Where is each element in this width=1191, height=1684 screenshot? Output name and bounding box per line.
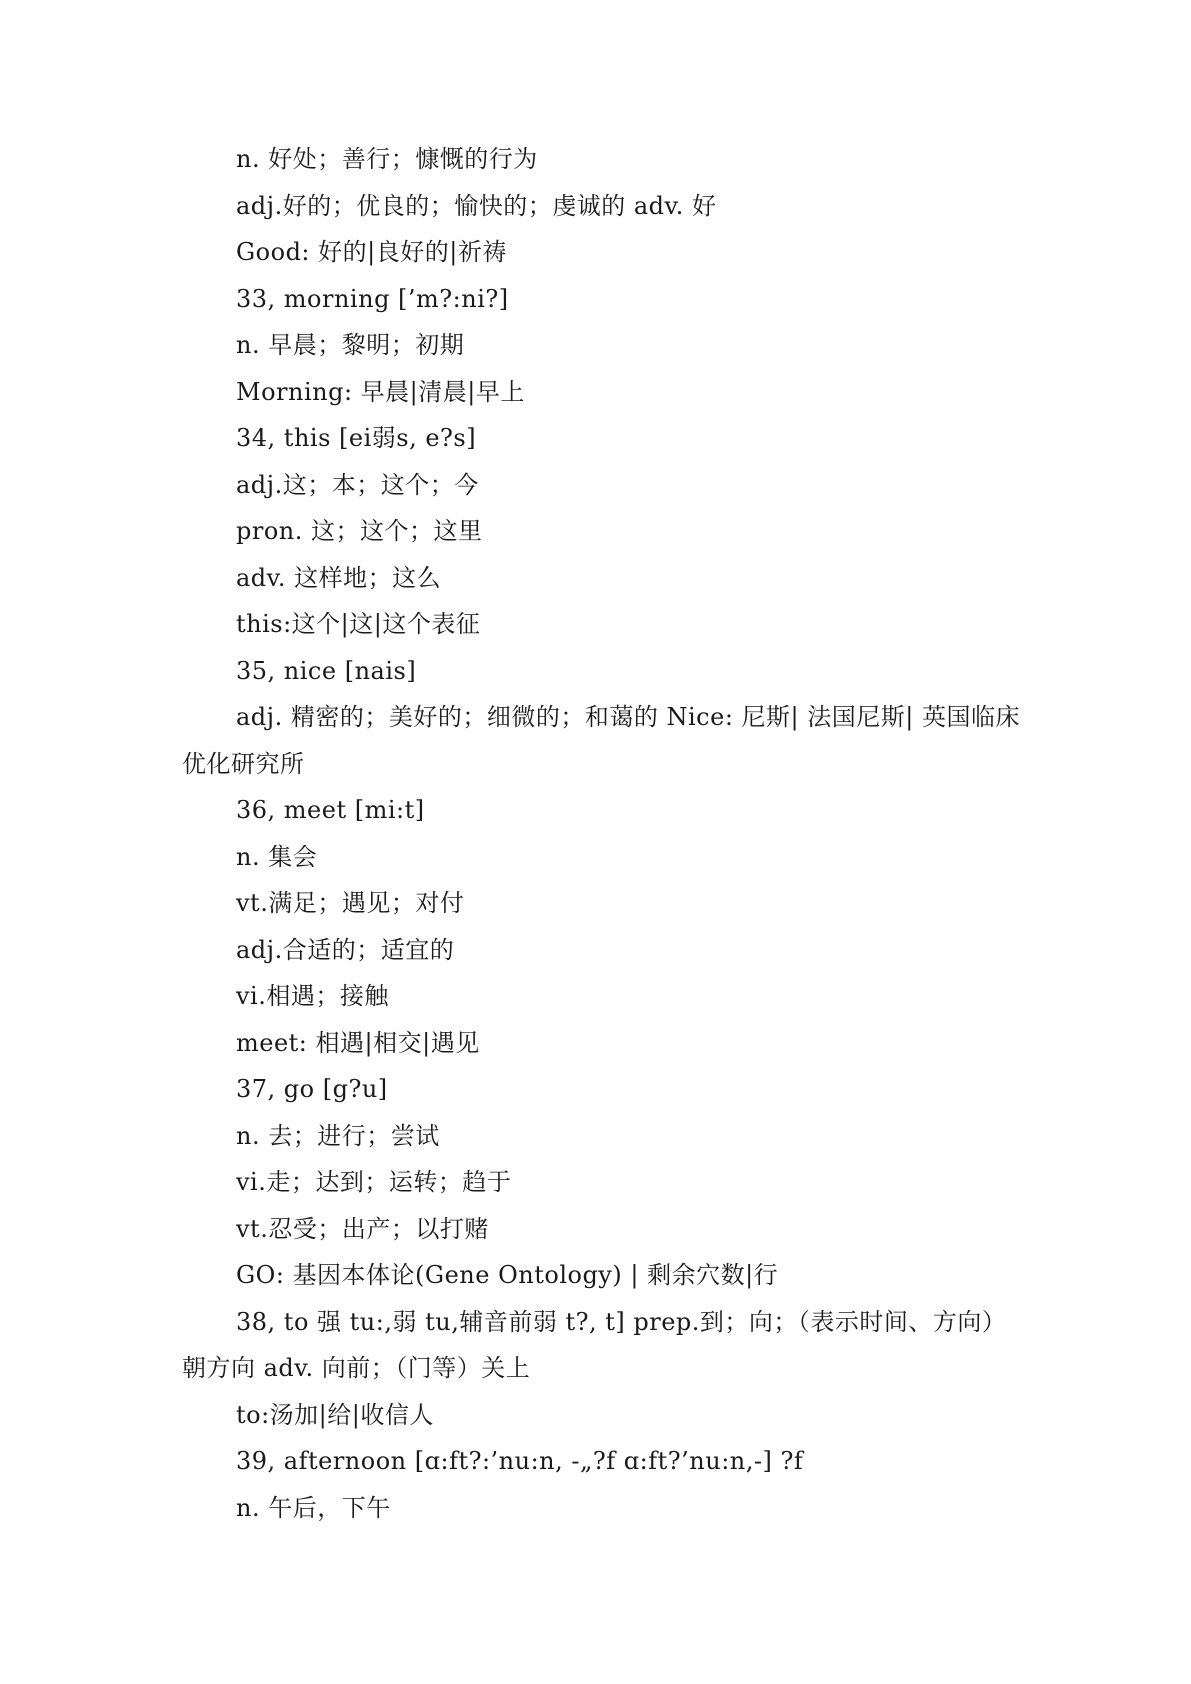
text-line: adj.这；本；这个；今	[236, 470, 479, 499]
text-paragraph: adj. 精密的；美好的；细微的；和蔼的 Nice: 尼斯| 法国尼斯| 英国临床优化研究所	[182, 703, 1020, 778]
text-line: n. 午后，下午	[236, 1493, 391, 1522]
text-line: vi.走；达到；运转；趋于	[236, 1168, 512, 1196]
text-line: vi.相遇；接触	[236, 982, 389, 1010]
text-line: GO: 基因本体论(Gene Ontology) | 剩余穴数|行	[236, 1261, 779, 1289]
text-line: n. 早晨；黎明；初期	[236, 331, 465, 359]
entry-heading: 35, nice [nais]	[236, 656, 417, 685]
entry-heading: 36, meet [mi:t]	[236, 796, 425, 824]
entry-heading: 39, afternoon [ɑ:ft?:’nu:n, -„?f ɑ:ft?’nu:n,-] ?f	[236, 1447, 804, 1475]
text-line: this:这个|这|这个表征	[236, 610, 481, 638]
text-line: pron. 这；这个；这里	[236, 517, 483, 545]
document-body	[182, 136, 1022, 1531]
text-line: vt.满足；遇见；对付	[236, 889, 465, 917]
text-line: vt.忍受；出产；以打赌	[236, 1214, 489, 1243]
text-line: Morning: 早晨|清晨|早上	[236, 377, 525, 406]
text-line: meet: 相遇|相交|遇见	[236, 1028, 480, 1057]
text-line: n. 去；进行；尝试	[236, 1121, 440, 1150]
text-line: n. 好处；善行；慷慨的行为	[236, 145, 538, 173]
text-line: Good: 好的|良好的|祈祷	[236, 238, 507, 266]
entry-heading: 34, this [ei弱s, e?s]	[236, 424, 477, 452]
entry-heading: 33, morning [’m?:ni?]	[236, 284, 509, 313]
text-line: to:汤加|给|收信人	[236, 1400, 434, 1429]
text-line: adv. 这样地；这么	[236, 563, 442, 592]
text-line: n. 集会	[236, 842, 318, 871]
text-line: adj.好的；优良的；愉快的；虔诚的 adv. 好	[236, 191, 717, 220]
entry-heading: 37, go [g?u]	[236, 1075, 388, 1103]
text-line: adj.合适的；适宜的	[236, 935, 455, 964]
entry-heading-paragraph: 38, to 强 tu:,弱 tu,辅音前弱 t?, t] prep.到；向；（表示时间、方向）朝方向 adv. 向前；（门等）关上	[182, 1307, 1007, 1382]
